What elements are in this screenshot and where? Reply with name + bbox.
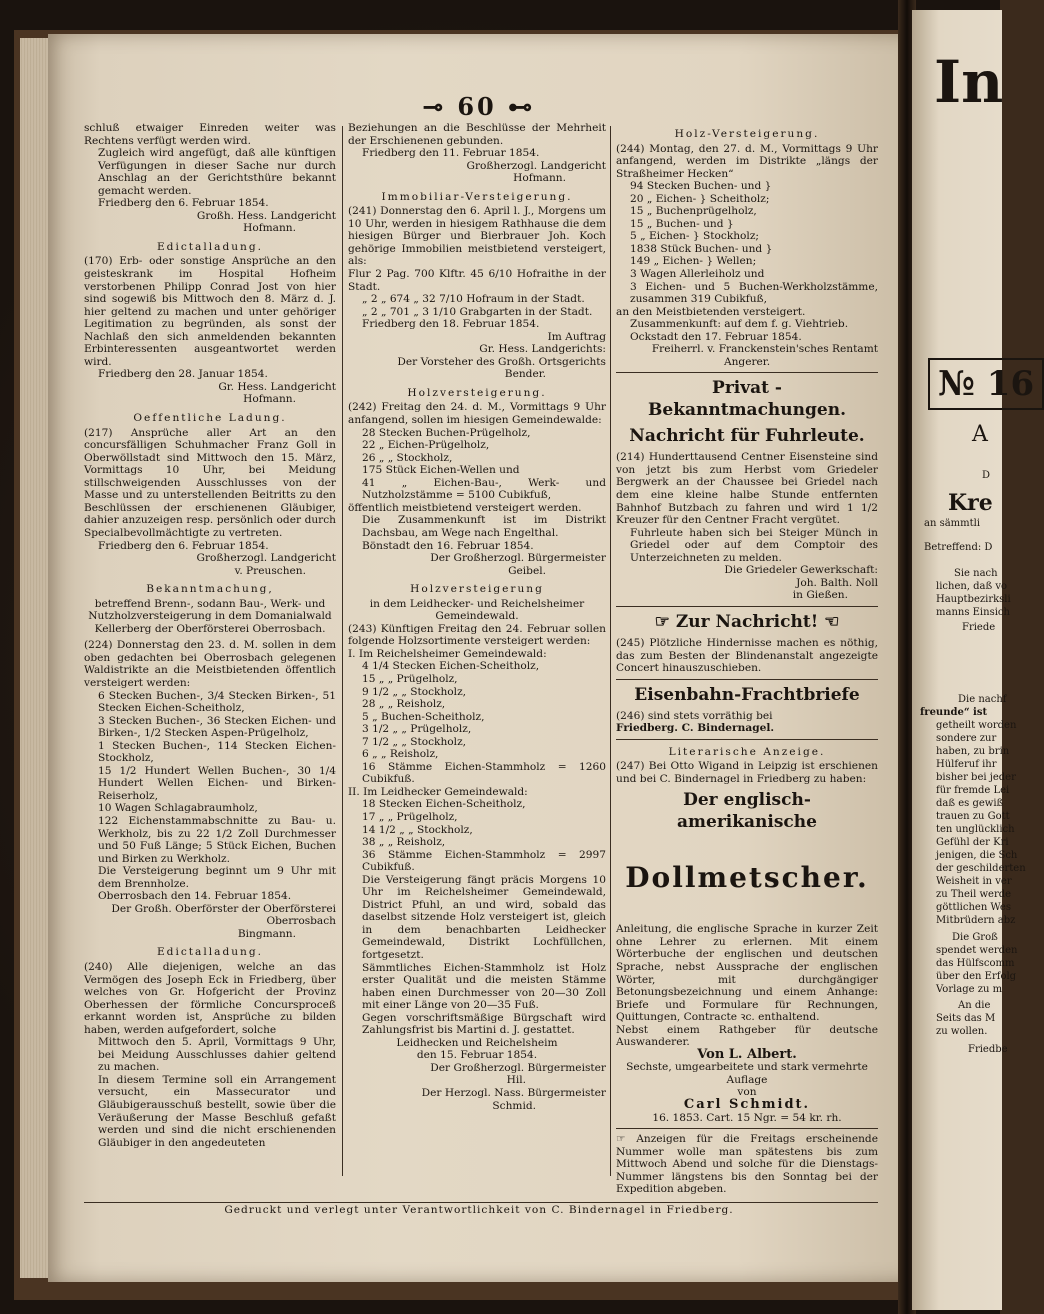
heading-bekanntmachung: Bekanntmachung, <box>146 583 274 596</box>
col1-p2-sig2: Hofmann. <box>243 222 296 235</box>
rp-j: Friede <box>962 622 996 633</box>
col2-p4-ii5: 36 Stämme Eichen-Stammholz = 2997 Cubikfuß. <box>362 848 606 874</box>
col2-p2-sig4: Bender. <box>504 368 546 381</box>
book-title-2: Dollmetscher. <box>625 861 869 895</box>
col1-p3-date: Friedberg den 28. Januar 1854. <box>98 368 268 381</box>
col1-p5: (224) Donnerstag den 23. d. M. sollen in dem oben gedachten bei Oberrosbach gelegenen Waldistrikte an die Meistbietenden öffentlich versteigert werden: <box>84 639 336 689</box>
col2-p4-sig2: Hil. <box>506 1074 526 1087</box>
col2-p4-i2: 15 „ „ Prügelholz, <box>362 672 458 685</box>
col2-p3-l5: 41 „ Eichen-Bau-, Werk- und Nutzholzstämme = 5100 Cubikfuß, <box>362 476 606 502</box>
col1-p4-date: Friedberg den 6. Februar 1854. <box>98 539 269 552</box>
rp-i: manns Einsich <box>936 607 1010 618</box>
col2-p1: Beziehungen an die Beschlüsse der Mehrheit der Erschienenen gebunden. <box>348 122 606 147</box>
col2-p2-date: Friedberg den 18. Februar 1854. <box>362 318 540 331</box>
col2-p4-i3: 9 1/2 „ „ Stockholz, <box>362 685 467 698</box>
imprint: Gedruckt und verlegt unter Verantwortlichkeit von C. Bindernagel in Friedberg. <box>224 1204 734 1216</box>
col2-p1-sig1: Großherzogl. Landgericht <box>466 159 606 172</box>
heading-holz-versteigerung: Holz-Versteigerung. <box>674 128 820 140</box>
heading-holzversteigerung-2: Holzversteigerung <box>410 583 544 596</box>
newspaper-page <box>48 34 910 1282</box>
col1-p6c: In diesem Termine soll ein Arrangement versucht, ein Massecurator und Gläubigerausschuß bestellt, sowie über die Veräußerung der Masse Beschluß gefaßt werden und sind die nicht erschienenden Gläubiger in den angedeuteten <box>98 1073 336 1149</box>
masthead-fragment: In <box>934 48 1004 116</box>
rp-l: freunde“ ist <box>920 707 988 718</box>
rp-ai: Seits das M <box>936 1013 996 1024</box>
col1-p4: (217) Ansprüche aller Art an den concursfälligen Schuhmacher Franz Goll in Oberwöllstadt sind Mittwoch den 15. März, Vormittags 10 Uhr, bei Meidung stillschweigenden Ausschlusses von der Masse und zu unterstellenden Beitritts zu den Beschlüssen der erschienenen Gläubiger, dahier anzuzeigen resp. persönlich oder durch Specialbevollmächtigte zu vertreten. <box>84 426 336 539</box>
rp-ag: Vorlage zu m <box>936 984 1003 995</box>
col2-p4-i9: 16 Stämme Eichen-Stammholz = 1260 Cubikfuß. <box>362 760 606 786</box>
rp-r: für fremde Lei <box>936 785 1010 796</box>
col3-p4: (246) sind stets vorräthig bei <box>616 709 773 722</box>
col1-p5-l3: 1 Stecken Buchen-, 114 Stecken Eichen-Stockholz, <box>98 739 336 765</box>
col2-p3-date: Bönstadt den 16. Februar 1854. <box>362 539 534 552</box>
col2-p3-sig2: Geibel. <box>508 564 546 577</box>
col2-p4-i: I. Im Reichelsheimer Gemeindewald: <box>348 647 547 660</box>
col3-p5d: Von L. Albert. <box>697 1046 797 1062</box>
col2-p3-l2: 22 „ Eichen-Prügelholz, <box>362 439 490 452</box>
col3-p1-l1: 94 Stecken Buchen- und } <box>630 180 772 193</box>
col3-p5c: Nebst einem Rathgeber für deutsche Auswanderer. <box>616 1023 878 1049</box>
issue-number: № 16 <box>928 358 1044 410</box>
heading-privat-bekanntmachungen: Privat - Bekanntmachungen. <box>648 378 846 421</box>
rp-ak: Friedbe <box>968 1044 1008 1055</box>
rp-o: haben, zu brin <box>936 746 1010 757</box>
col1-p5-sig2: Bingmann. <box>237 927 296 940</box>
col2-p4: (243) Künftigen Freitag den 24. Februar sollen folgende Holzsortimente versteigert werden: <box>348 622 606 648</box>
rule-private <box>616 372 878 373</box>
col3-p1-l6: 1838 Stück Buchen- und } <box>630 242 773 255</box>
col1-p4-sig2: v. Preuschen. <box>234 564 306 577</box>
rp-g: lichen, daß vo <box>936 581 1008 592</box>
page-number: ⊸ 60 ⊷ <box>422 92 536 121</box>
column-2 <box>348 122 606 1112</box>
col3-p1-end: an den Meistbietenden versteigert. <box>616 305 806 318</box>
col2-p3-l3: 26 „ „ Stockholz, <box>362 451 453 464</box>
col3-p2b: Fuhrleute haben sich bei Steiger Münch in Griedel oder auf dem Comptoir des Unterzeichneten zu melden. <box>630 526 878 564</box>
column-rule-2 <box>610 126 611 1176</box>
col1-h3b: betreffend Brenn-, sodann Bau-, Werk- und Nutzholzversteigerung in dem Domanialwald Kellerberg der Oberförsterei Oberrosbach. <box>88 597 332 635</box>
col3-p1-l2: 20 „ Eichen- } Scheitholz; <box>630 192 770 205</box>
col2-p2-sig2: Gr. Hess. Landgerichts: <box>479 343 606 356</box>
heading-edictalladung-2: Edictalladung. <box>156 946 264 959</box>
col2-p4-i1: 4 1/4 Stecken Eichen-Scheitholz, <box>362 660 540 673</box>
rp-w: jenigen, die Sch <box>936 850 1018 861</box>
rule-nachricht <box>616 606 878 607</box>
rp-y: Weisheit in ver <box>936 876 1012 887</box>
col1-p5-l1: 6 Stecken Buchen-, 3/4 Stecken Birken-, 51 Stecken Eichen-Scheitholz, <box>98 689 336 715</box>
rp-af: über den Erfolg <box>936 971 1017 982</box>
col2-p4-sig4: Schmid. <box>492 1099 536 1112</box>
book-title-1: Der englisch-amerikanische <box>677 790 817 833</box>
col2-p4-i4: 28 „ „ Reisholz, <box>362 698 446 711</box>
col2-p4-ii: II. Im Leidhecker Gemeindewald: <box>348 785 528 798</box>
hand-point-icon: ☞ <box>616 1133 637 1146</box>
rule-literarisch <box>616 739 878 740</box>
col3-p5: (247) Bei Otto Wigand in Leipzig ist erschienen und bei C. Bindernagel in Friedberg zu haben: <box>616 760 878 785</box>
rp-h: Hauptbezirksli <box>936 594 1011 605</box>
col2-p4-i8: 6 „ „ Reisholz, <box>362 748 439 761</box>
col1-p5-end: Die Versteigerung beginnt um 9 Uhr mit dem Brennholze. <box>98 865 336 890</box>
col1-p5-l6: 122 Eichenstammabschnitte zu Bau- u. Werkholz, bis zu 22 1/2 Zoll Durchmesser und 50 Fuß Länge; 5 Stück Eichen, Buchen und Birken zu Werkholz. <box>98 814 336 865</box>
rp-a: A <box>972 422 988 447</box>
col3-p1-l3: 15 „ Buchenprügelholz, <box>630 205 757 218</box>
col3-p5f: von <box>737 1086 757 1099</box>
column-1 <box>84 122 336 1149</box>
hand-right-icon: ☜ <box>818 611 840 632</box>
col2-p4-end3: Gegen vorschriftsmäßige Bürgschaft wird Zahlungsfrist bis Martini d. J. gestattet. <box>362 1011 606 1037</box>
col1-p2: Zugleich wird angefügt, daß alle künftigen Verfügungen in dieser Sache nur durch Anschlag an der Gerichtsthüre bekannt gemacht werden. <box>98 147 336 197</box>
col2-p3-sig1: Der Großherzogl. Bürgermeister <box>430 552 606 565</box>
col3-p2-sig3: in Gießen. <box>792 589 848 602</box>
rp-t: trauen zu Gott <box>936 811 1010 822</box>
heading-literarische-anzeige: Literarische Anzeige. <box>668 745 826 758</box>
col2-p4-ii3: 14 1/2 „ „ Stockholz, <box>362 823 473 836</box>
rp-ac: Die Groß <box>952 932 998 943</box>
col2-p2-sig3: Der Vorsteher des Großh. Ortsgerichts <box>397 355 606 368</box>
next-page-fragment <box>912 10 1035 1310</box>
col1-p5-l5: 10 Wagen Schlagabraumholz, <box>98 802 258 815</box>
col2-p4-ii2: 17 „ „ Prügelholz, <box>362 810 458 823</box>
page-edges <box>20 38 50 1278</box>
col2-p4-ii1: 18 Stecken Eichen-Scheitholz, <box>362 798 526 811</box>
rp-ab: Mitbrüdern abz <box>936 915 1016 926</box>
col3-p1-end2: Zusammenkunft: auf dem f. g. Viehtrieb. <box>630 318 849 331</box>
rp-m: getheilt worden <box>936 720 1017 731</box>
col3-p2: (214) Hunderttausend Centner Eisensteine sind von jetzt bis zum Herbst vom Griedeler Bergwerk an der Chaussee bei Griedel nach dem eine kleine halbe Stunde entfernten Bahnhof Butzbach zu fahren und wird 1 1/2 Kreuzer für den Centner Fracht vergütet. <box>616 451 878 527</box>
col2-p4-i6: 3 1/2 „ „ Prügelholz, <box>362 723 472 736</box>
col3-p4b: Friedberg. C. Bindernagel. <box>616 722 775 735</box>
rp-u: ten unglücklich <box>936 824 1015 835</box>
col2-p3-l4: 175 Stück Eichen-Wellen und <box>362 464 520 477</box>
col3-p2-sig2: Joh. Balth. Noll <box>796 576 878 589</box>
rp-d: an sämmtli <box>924 518 981 529</box>
bottom-rule <box>84 1202 878 1203</box>
col2-p3: (242) Freitag den 24. d. M., Vormittags 9 Uhr anfangend, sollen im hiesigen Gemeindewalde: <box>348 401 606 427</box>
col2-p4-date2: den 15. Februar 1854. <box>416 1049 538 1062</box>
rp-b: D <box>982 470 991 481</box>
col3-p1: (244) Montag, den 27. d. M., Vormittags 9 Uhr anfangend, werden im Distrikte „längs der Straßheimer Hecken“ <box>616 142 878 180</box>
col1-p5-date: Oberrosbach den 14. Februar 1854. <box>98 890 292 903</box>
rp-k: Die nachf <box>958 694 1007 705</box>
col3-p1-sig1: Freiherrl. v. Franckenstein'sches Rentamt <box>651 343 878 356</box>
col2-p2-sig1: Im Auftrag <box>547 330 606 343</box>
col1-p3-sig1: Gr. Hess. Landgericht <box>218 380 336 393</box>
col3-p1-date: Ockstadt den 17. Februar 1854. <box>630 330 802 343</box>
col3-p1-l8: 3 Wagen Allerleiholz und <box>630 268 765 281</box>
col2-p4-i7: 7 1/2 „ „ Stockholz, <box>362 735 467 748</box>
col1-p3: (170) Erb- oder sonstige Ansprüche an den geisteskrank im Hospital Hofheim verstorbenen Philipp Conrad Jost von hier sind sogewiß bis Mittwoch den 8. März d. J. hier geltend zu machen und unter gehöriger Legitimation zu begründen, als sonst der Nachlaß den sich anmeldenden bekannten Erbinteressenten ausgeantwortet werden wird. <box>84 255 336 368</box>
col2-p1-date: Friedberg den 11. Februar 1854. <box>362 147 540 160</box>
col3-p1-l9: 3 Eichen- und 5 Buchen-Werkholzstämme, zusammen 319 Cubikfuß, <box>630 280 878 306</box>
rp-s: daß es gewiß <box>936 798 1004 809</box>
rule-anzeigen <box>616 1128 878 1129</box>
col3-p1-l5: 5 „ Eichen- } Stockholz; <box>630 230 759 243</box>
col1-p2-sig1: Großh. Hess. Landgericht <box>196 209 336 222</box>
col2-p2-r1: Flur 2 Pag. 700 Klftr. 45 6/10 Hofraithe in der Stadt. <box>348 268 606 293</box>
col1-p5-l2: 3 Stecken Buchen-, 36 Stecken Eichen- und Birken-, 1/2 Stecken Aspen-Prügelholz, <box>98 714 336 740</box>
col3-p1-l7: 149 „ Eichen- } Wellen; <box>630 255 757 268</box>
heading-nachricht-fuhrleute: Nachricht für Fuhrleute. <box>629 426 865 447</box>
col2-p2: (241) Donnerstag den 6. April l. J., Morgens um 10 Uhr, werden in hiesigem Rathhause die dem hiesigen Bürger und Bierbrauer Joh. Koch gehörige Immobilien meistbietend versteigert, als: <box>348 205 606 268</box>
col2-p2-r2: „ 2 „ 674 „ 32 7/10 Hofraum in der Stadt. <box>362 293 585 306</box>
heading-oeffentliche-ladung: Oeffentliche Ladung. <box>133 412 287 425</box>
rp-x: der geschilderten <box>936 863 1026 874</box>
hand-left-icon: ☞ <box>654 611 676 632</box>
rp-c: Kre <box>948 490 993 516</box>
heading-zur-nachricht: ☞ Zur Nachricht! ☜ <box>654 611 840 632</box>
col3-p5e: Sechste, umgearbeitete und stark vermehrte Auflage <box>626 1061 868 1086</box>
col3-p1-l4: 15 „ Buchen- und } <box>630 217 734 230</box>
rp-e: Betreffend: D <box>924 542 993 553</box>
col3-p2-sig1: Die Griedeler Gewerkschaft: <box>724 564 878 577</box>
rp-z: zu Theil werde <box>936 889 1012 900</box>
rp-p: Hülferuf ihr <box>936 759 997 770</box>
col1-p1: schluß etwaiger Einreden weiter was Rechtens verfügt werden wird. <box>84 122 336 147</box>
col3-p5b: Anleitung, die englische Sprache in kurzer Zeit ohne Lehrer zu erlernen. Mit einem Wörterbuche der englischen und deutschen Sprache, nebst Aussprache der englischen Wörter, mit durchgängiger Betonungsbezeichnung und einem Anhange: Briefe und Formulare für Rechnungen, Quittungen, Contracte ꝛc. enthaltend. <box>616 923 878 1024</box>
rp-aa: göttlichen Wes <box>936 902 1011 913</box>
col3-p1-sig2: Angerer. <box>723 355 771 368</box>
rule-eisenbahn <box>616 679 878 680</box>
rp-ah: An die <box>958 1000 991 1011</box>
col2-h3b: in dem Leidhecker- und Reichelsheimer Gemeindewald. <box>369 597 585 623</box>
col1-p6: (240) Alle diejenigen, welche an das Vermögen des Joseph Eck in Friedberg, über welches von Gr. Hofgericht der Provinz Oberhessen der förmliche Concursproceß erkannt worden ist, Ansprüche zu bilden haben, werden aufgefordert, solche <box>84 961 336 1036</box>
heading-edictalladung-1: Edictalladung. <box>156 240 264 253</box>
heading-holzversteigerung-1: Holzversteigerung. <box>407 386 547 399</box>
col2-p1-sig2: Hofmann. <box>513 172 566 185</box>
col2-p3-l1: 28 Stecken Buchen-Prügelholz, <box>362 426 531 439</box>
col2-p4-i5: 5 „ Buchen-Scheitholz, <box>362 710 485 723</box>
heading-immobiliar: Immobiliar-Versteigerung. <box>381 190 573 203</box>
col1-p4-sig1: Großherzogl. Landgericht <box>196 552 336 565</box>
col2-p4-sig3: Der Herzogl. Nass. Bürgermeister <box>421 1087 606 1100</box>
col1-p5-sig1: Der Großh. Oberförster der Oberförsterei Oberrosbach <box>111 902 336 928</box>
col3-p5g: Carl Schmidt. <box>683 1096 811 1112</box>
col3-p3: (245) Plötzliche Hindernisse machen es nöthig, das zum Besten der Blindenanstalt angezeigte Concert hinauszuschieben. <box>616 636 878 675</box>
rp-aj: zu wollen. <box>936 1026 988 1037</box>
col2-p4-ii4: 38 „ „ Reisholz, <box>362 836 446 849</box>
rp-q: bisher bei jeder <box>936 772 1016 783</box>
col2-p3-end2: Die Zusammenkunft ist im Distrikt Dachsbau, am Wege nach Engelthal. <box>362 514 606 539</box>
rp-ad: spendet werden <box>936 945 1018 956</box>
col1-p5-l4: 15 1/2 Hundert Wellen Buchen-, 30 1/4 Hundert Wellen Eichen- und Birken-Reiserholz, <box>98 764 336 802</box>
col1-p2-date: Friedberg den 6. Februar 1854. <box>98 197 269 210</box>
col2-p4-end: Die Versteigerung fängt präcis Morgens 10 Uhr im Reichelsheimer Gemeindewald, District Pfuhl, an und wird, sobald das daselbst sitzende Holz versteigert ist, gleich in dem benachbarten Leidhecker Gemeindewald, Distrikt Lochfüllchen, fortgesetzt. <box>362 873 606 961</box>
column-rule-1 <box>342 126 343 1176</box>
col2-p4-date1: Leidhecken und Reichelsheim <box>396 1036 558 1049</box>
rp-ae: das Hülfscomm <box>936 958 1015 969</box>
col3-p6: ☞ Anzeigen für die Freitags erscheinende Nummer wolle man spätestens bis zum Mittwoch Abend und solche für die Dienstags-Nummer längstens bis den Sonntag bei der Expedition abgeben. <box>616 1133 878 1196</box>
col1-p6b: Mittwoch den 5. April, Vormittags 9 Uhr, bei Meidung Ausschlusses dahier geltend zu machen. <box>98 1036 336 1074</box>
col2-p4-end2: Sämmtliches Eichen-Stammholz ist Holz erster Qualität und die meisten Stämme haben einen Durchmesser von 20—30 Zoll mit einer Länge von 20—35 Fuß. <box>362 961 606 1012</box>
rp-v: Gefühl der Kri <box>936 837 1009 848</box>
heading-eisenbahn-frachtbriefe: Eisenbahn-Frachtbriefe <box>634 684 860 705</box>
column-3 <box>616 122 878 1196</box>
rp-f: Sie nach <box>954 568 998 579</box>
col3-p5h: 16. 1853. Cart. 15 Ngr. = 54 kr. rh. <box>652 1111 842 1124</box>
col2-p3-end: öffentlich meistbietend versteigert werden. <box>348 501 582 514</box>
col2-p4-sig1: Der Großherzogl. Bürgermeister <box>430 1061 606 1074</box>
col2-p2-r3: „ 2 „ 701 „ 3 1/10 Grabgarten in der Stadt. <box>362 305 593 318</box>
rp-n: sondere zur <box>936 733 997 744</box>
col1-p3-sig2: Hofmann. <box>243 393 296 406</box>
